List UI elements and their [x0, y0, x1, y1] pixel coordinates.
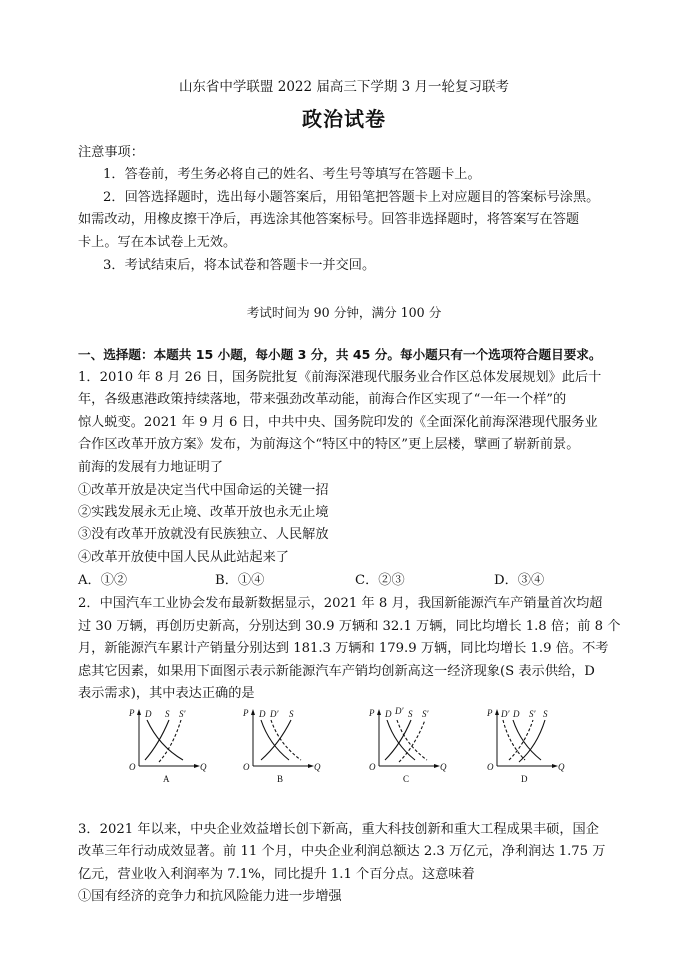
q1-line-2: 年，各级惠港政策持续落地，带来强劲改革动能，前海合作区实现了“一年一个样”的	[78, 392, 567, 407]
q2-graphs	[125, 706, 575, 784]
q2-line-1: 2．中国汽车工业协会发布最新数据显示，2021 年 8 月，我国新能源汽车产销量首次均超	[78, 596, 603, 611]
q2-graph-a-label-p: P	[129, 708, 135, 718]
q1-line-5: 前海的发展有力地证明了	[78, 460, 224, 475]
q2-graph-c-label-s: S	[408, 709, 413, 719]
q2-graph-b-label-d-prime: D′	[270, 709, 279, 719]
q3-line-2: 改革三年行动成效显著。前 11 个月，中央企业利润总额达 2.3 万亿元，净利润达 1.75 万	[78, 844, 606, 859]
q1-statement-4: ④改革开放使中国人民从此站起来了	[78, 550, 289, 565]
q2-line-5: 表示需求)，其中表达正确的是	[78, 686, 255, 701]
q2-graph-d	[483, 706, 563, 784]
notice-item-1: 1．答卷前，考生务必将自己的姓名、考生号等填写在答题卡上。	[103, 167, 481, 182]
q2-graph-d-label-p: P	[487, 708, 493, 718]
q2-graph-a-label-q: Q	[200, 762, 207, 772]
q2-graph-c-label-o: O	[369, 762, 376, 772]
q1-statement-1: ①改革开放是决定当代中国命运的关键一招	[78, 483, 329, 498]
q3-line-3: 亿元，营业收入利润率为 7.1%，同比提升 1.1 个百分点。这意味着	[78, 867, 475, 882]
q2-graph-b-label-p: P	[243, 708, 249, 718]
q2-graph-d-label-d: D	[513, 709, 520, 719]
notice-item-2-line-1: 2．回答选择题时，选出每小题答案后，用铅笔把答题卡上对应题目的答案标号涂黑。	[103, 190, 600, 205]
q2-graph-c-label-d: D	[385, 709, 392, 719]
q2-graph-b-label-q: Q	[314, 762, 321, 772]
q3-line-1: 3．2021 年以来，中央企业效益增长创下新高，重大科技创新和重大工程成果丰硕，国企	[78, 822, 599, 837]
notice-heading: 注意事项：	[78, 145, 144, 160]
q2-graph-a-label-d: D	[145, 709, 152, 719]
q2-graph-a-label-o: O	[129, 762, 136, 772]
q1-option-d: D．③④	[494, 573, 545, 588]
q2-graph-a-label-s-prime: S′	[179, 709, 186, 719]
q2-graph-a	[125, 706, 205, 784]
q1-line-4: 合作区改革开放方案》发布，为前海这个“特区中的特区”更上层楼，擘画了崭新前景。	[78, 437, 580, 452]
q2-graph-d-label-q: Q	[558, 762, 565, 772]
q2-graph-c-caption: C	[403, 774, 410, 784]
notice-item-2-line-2: 如需改动，用橡皮擦干净后，再选涂其他答案标号。回答非选择题时，将答案写在答题	[78, 212, 580, 227]
q2-graph-b-label-o: O	[243, 762, 250, 772]
q2-graph-c-label-q: Q	[440, 762, 447, 772]
q1-statement-3: ③没有改革开放就没有民族独立、人民解放	[78, 527, 329, 542]
exam-subtitle: 山东省中学联盟 2022 届高三下学期 3 月一轮复习联考	[178, 79, 510, 95]
q2-graph-a-caption: A	[163, 774, 170, 784]
section-1-heading: 一、选择题：本题共 15 小题，每小题 3 分，共 45 分。每小题只有一个选项符合题目要求。	[78, 347, 602, 362]
q2-graph-d-label-s-prime: S′	[529, 709, 536, 719]
exam-time-info: 考试时间为 90 分钟，满分 100 分	[246, 305, 442, 320]
q2-line-3: 月，新能源汽车累计产销量分别达到 181.3 万辆和 179.9 万辆，同比均增长 1.9 倍。不考	[78, 641, 609, 656]
q1-option-c: C．②③	[355, 573, 405, 588]
q2-graph-c	[365, 706, 445, 784]
q1-option-a: A．①②	[78, 573, 128, 588]
q2-graph-d-caption: D	[521, 774, 528, 784]
q1-line-3: 惊人蜕变。2021 年 9 月 6 日，中共中央、国务院印发的《全面深化前海深港现代服务业	[78, 415, 598, 430]
q2-graph-a-label-s: S	[165, 709, 170, 719]
exam-title: 政治试卷	[302, 107, 386, 131]
q2-graph-b-caption: B	[277, 774, 284, 784]
q2-line-4: 虑其它因素，如果用下面图示表示新能源汽车产销均创新高这一经济现象(S 表示供给，D	[78, 664, 595, 679]
q2-graph-d-label-o: O	[487, 762, 494, 772]
notice-item-3: 3．考试结束后，将本试卷和答题卡一并交回。	[103, 258, 376, 273]
q2-graph-d-label-d-prime: D′	[501, 709, 510, 719]
q2-graph-d-label-s: S	[543, 709, 548, 719]
q2-graph-b	[239, 706, 319, 784]
q2-graph-b-label-d: D	[259, 709, 266, 719]
q2-graph-c-label-d-prime: D′	[395, 706, 404, 716]
q2-graph-c-label-s-prime: S′	[422, 709, 429, 719]
q1-line-1: 1．2010 年 8 月 26 日，国务院批复《前海深港现代服务业合作区总体发展规划》此后十	[78, 370, 602, 385]
q2-line-2: 过 30 万辆，再创历史新高，分别达到 30.9 万辆和 32.1 万辆，同比均增长 1.8 倍；前 8 个	[78, 619, 621, 634]
notice-item-2-line-3: 卡上。写在本试卷上无效。	[78, 235, 237, 250]
q2-graph-c-label-p: P	[369, 708, 375, 718]
q1-statement-2: ②实践发展永无止境、改革开放也永无止境	[78, 505, 329, 520]
q1-option-b: B．①④	[215, 573, 265, 588]
q2-graph-b-label-s: S	[289, 709, 294, 719]
q3-statement-1: ①国有经济的竞争力和抗风险能力进一步增强	[78, 889, 342, 904]
